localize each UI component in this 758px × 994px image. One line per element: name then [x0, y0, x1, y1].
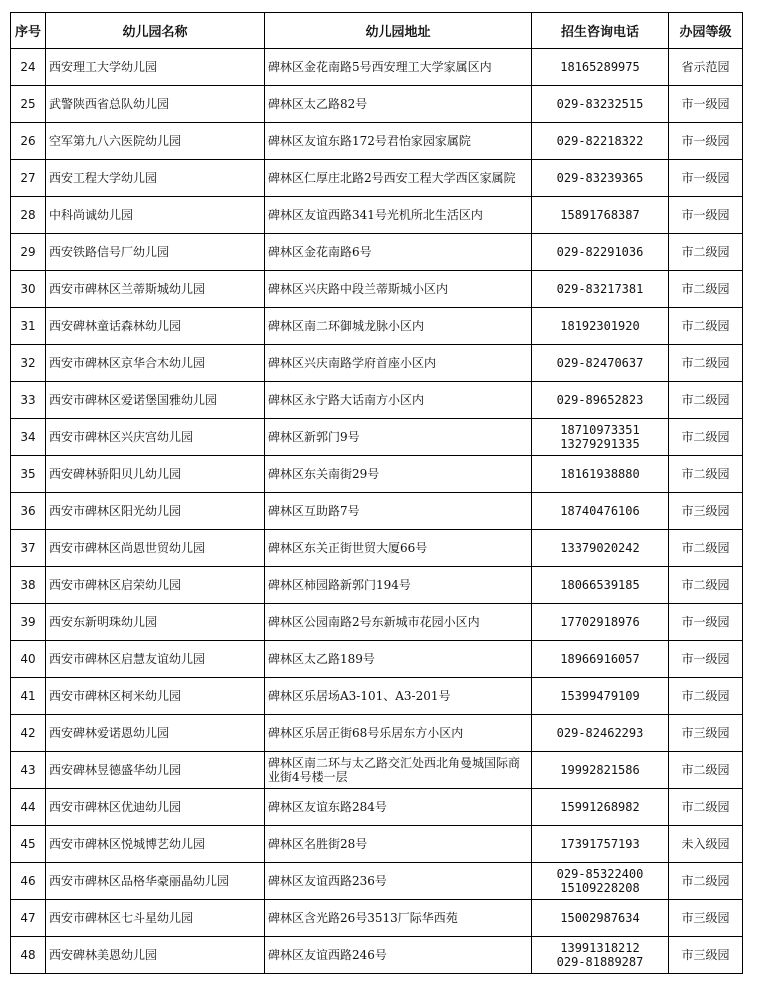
phone-number: 19992821586 — [560, 763, 640, 777]
kindergarten-address: 碑林区友谊东路284号 — [265, 789, 532, 826]
kindergarten-level: 市二级园 — [669, 678, 743, 715]
table-row — [11, 123, 743, 160]
table-row — [11, 937, 743, 974]
phone-cell — [532, 456, 669, 493]
kindergarten-name: 西安市碑林区七斗星幼儿园 — [46, 900, 265, 937]
table-body — [11, 49, 743, 974]
phone-cell — [532, 234, 669, 271]
row-number: 30 — [11, 271, 46, 308]
kindergarten-level: 市二级园 — [669, 863, 743, 900]
table-row — [11, 567, 743, 604]
table-row — [11, 604, 743, 641]
kindergarten-address: 碑林区永宁路大话南方小区内 — [265, 382, 532, 419]
kindergarten-name: 西安东新明珠幼儿园 — [46, 604, 265, 641]
header-name: 幼儿园名称 — [46, 13, 265, 49]
phone-cell — [532, 86, 669, 123]
header-no: 序号 — [11, 13, 46, 49]
kindergarten-level: 市一级园 — [669, 123, 743, 160]
kindergarten-address: 碑林区金花南路6号 — [265, 234, 532, 271]
kindergarten-level: 市二级园 — [669, 789, 743, 826]
kindergarten-address: 碑林区友谊西路246号 — [265, 937, 532, 974]
phone-cell — [532, 530, 669, 567]
phone-number: 17702918976 — [560, 615, 640, 629]
row-number: 38 — [11, 567, 46, 604]
table-row — [11, 493, 743, 530]
row-number: 45 — [11, 826, 46, 863]
kindergarten-level: 市一级园 — [669, 604, 743, 641]
phone-number: 15399479109 — [560, 689, 640, 703]
phone-number: 18165289975 — [560, 60, 640, 74]
kindergarten-name: 西安市碑林区启荣幼儿园 — [46, 567, 265, 604]
phone-number: 029-82291036 — [556, 245, 644, 259]
kindergarten-address: 碑林区金花南路5号西安理工大学家属区内 — [265, 49, 532, 86]
kindergarten-level: 市三级园 — [669, 937, 743, 974]
phone-cell — [532, 900, 669, 937]
kindergarten-name: 西安市碑林区悦城博艺幼儿园 — [46, 826, 265, 863]
kindergarten-address: 碑林区互助路7号 — [265, 493, 532, 530]
row-number: 26 — [11, 123, 46, 160]
phone-cell — [532, 678, 669, 715]
kindergarten-level: 市二级园 — [669, 308, 743, 345]
table-row — [11, 308, 743, 345]
phone-cell — [532, 308, 669, 345]
header-address: 幼儿园地址 — [265, 13, 532, 49]
row-number: 39 — [11, 604, 46, 641]
phone-number: 029-85322400 — [556, 867, 644, 881]
phone-cell — [532, 493, 669, 530]
table-row — [11, 382, 743, 419]
header-level: 办园等级 — [669, 13, 743, 49]
kindergarten-name: 西安碑林童话森林幼儿园 — [46, 308, 265, 345]
kindergarten-level: 市一级园 — [669, 160, 743, 197]
row-number: 34 — [11, 419, 46, 456]
phone-cell — [532, 752, 669, 789]
row-number: 41 — [11, 678, 46, 715]
kindergarten-name: 西安市碑林区品格华豪丽晶幼儿园 — [46, 863, 265, 900]
header-phone: 招生咨询电话 — [532, 13, 669, 49]
kindergarten-name: 西安市碑林区优迪幼儿园 — [46, 789, 265, 826]
kindergarten-name: 西安市碑林区柯米幼儿园 — [46, 678, 265, 715]
phone-number: 15891768387 — [560, 208, 640, 222]
table-row — [11, 456, 743, 493]
phone-cell — [532, 160, 669, 197]
row-number: 37 — [11, 530, 46, 567]
kindergarten-address: 碑林区东关正街世贸大厦66号 — [265, 530, 532, 567]
phone-number: 029-83239365 — [556, 171, 644, 185]
kindergarten-level: 市二级园 — [669, 345, 743, 382]
kindergarten-name: 西安碑林美恩幼儿园 — [46, 937, 265, 974]
phone-number: 029-83217381 — [556, 282, 644, 296]
kindergarten-level: 市三级园 — [669, 493, 743, 530]
phone-cell — [532, 345, 669, 382]
row-number: 43 — [11, 752, 46, 789]
kindergarten-name: 西安碑林昱德盛华幼儿园 — [46, 752, 265, 789]
kindergarten-level: 市二级园 — [669, 419, 743, 456]
row-number: 32 — [11, 345, 46, 382]
phone-number: 18192301920 — [560, 319, 640, 333]
kindergarten-address: 碑林区南二环御城龙脉小区内 — [265, 308, 532, 345]
phone-cell — [532, 123, 669, 160]
phone-number: 17391757193 — [560, 837, 640, 851]
row-number: 24 — [11, 49, 46, 86]
kindergarten-name: 西安理工大学幼儿园 — [46, 49, 265, 86]
kindergarten-address: 碑林区友谊东路172号君怡家园家属院 — [265, 123, 532, 160]
kindergarten-name: 武警陕西省总队幼儿园 — [46, 86, 265, 123]
phone-cell — [532, 49, 669, 86]
kindergarten-name: 西安市碑林区京华合木幼儿园 — [46, 345, 265, 382]
kindergarten-level: 市一级园 — [669, 86, 743, 123]
row-number: 29 — [11, 234, 46, 271]
phone-cell — [532, 604, 669, 641]
phone-number: 15002987634 — [560, 911, 640, 925]
table-row — [11, 826, 743, 863]
table-row — [11, 234, 743, 271]
phone-number: 15991268982 — [560, 800, 640, 814]
row-number: 40 — [11, 641, 46, 678]
kindergarten-level: 市一级园 — [669, 197, 743, 234]
row-number: 46 — [11, 863, 46, 900]
kindergarten-name: 西安市碑林区阳光幼儿园 — [46, 493, 265, 530]
kindergarten-name: 中科尚诚幼儿园 — [46, 197, 265, 234]
table-row — [11, 530, 743, 567]
table-row — [11, 271, 743, 308]
kindergarten-address: 碑林区乐居场A3-101、A3-201号 — [265, 678, 532, 715]
kindergarten-name: 西安碑林爱诺恩幼儿园 — [46, 715, 265, 752]
table-row — [11, 49, 743, 86]
table-row — [11, 197, 743, 234]
table-row — [11, 160, 743, 197]
kindergarten-level: 市二级园 — [669, 530, 743, 567]
phone-number: 15109228208 — [560, 881, 640, 895]
kindergarten-address: 碑林区友谊西路341号光机所北生活区内 — [265, 197, 532, 234]
kindergarten-address: 碑林区兴庆路中段兰蒂斯城小区内 — [265, 271, 532, 308]
kindergarten-address: 碑林区友谊西路236号 — [265, 863, 532, 900]
phone-cell — [532, 382, 669, 419]
kindergarten-level: 省示范园 — [669, 49, 743, 86]
kindergarten-address: 碑林区太乙路189号 — [265, 641, 532, 678]
kindergarten-level: 市三级园 — [669, 900, 743, 937]
phone-cell — [532, 826, 669, 863]
phone-cell — [532, 197, 669, 234]
kindergarten-address: 碑林区新郭门9号 — [265, 419, 532, 456]
kindergarten-address: 碑林区南二环与太乙路交汇处西北角曼城国际商业街4号楼一层 — [265, 752, 532, 789]
kindergarten-name: 西安市碑林区兰蒂斯城幼儿园 — [46, 271, 265, 308]
table-row — [11, 641, 743, 678]
row-number: 36 — [11, 493, 46, 530]
phone-cell — [532, 789, 669, 826]
phone-number: 029-82462293 — [556, 726, 644, 740]
kindergarten-level: 未入级园 — [669, 826, 743, 863]
kindergarten-name: 西安市碑林区兴庆宫幼儿园 — [46, 419, 265, 456]
row-number: 33 — [11, 382, 46, 419]
kindergarten-address: 碑林区兴庆南路学府首座小区内 — [265, 345, 532, 382]
phone-cell — [532, 937, 669, 974]
phone-number: 18066539185 — [560, 578, 640, 592]
header-row — [11, 13, 743, 49]
phone-number: 18710973351 — [560, 423, 640, 437]
kindergarten-level: 市二级园 — [669, 271, 743, 308]
row-number: 31 — [11, 308, 46, 345]
phone-number: 18161938880 — [560, 467, 640, 481]
kindergarten-address: 碑林区太乙路82号 — [265, 86, 532, 123]
kindergarten-level: 市二级园 — [669, 234, 743, 271]
kindergarten-address: 碑林区柿园路新郭门194号 — [265, 567, 532, 604]
kindergarten-name: 西安市碑林区启慧友谊幼儿园 — [46, 641, 265, 678]
row-number: 44 — [11, 789, 46, 826]
phone-cell — [532, 567, 669, 604]
table-row — [11, 752, 743, 789]
table-row — [11, 789, 743, 826]
kindergarten-name: 西安铁路信号厂幼儿园 — [46, 234, 265, 271]
phone-cell — [532, 271, 669, 308]
kindergarten-address: 碑林区仁厚庄北路2号西安工程大学西区家属院 — [265, 160, 532, 197]
kindergarten-table — [10, 12, 743, 974]
phone-number: 029-89652823 — [556, 393, 644, 407]
table-row — [11, 863, 743, 900]
row-number: 28 — [11, 197, 46, 234]
table-row — [11, 715, 743, 752]
kindergarten-level: 市二级园 — [669, 456, 743, 493]
kindergarten-name: 西安市碑林区尚恩世贸幼儿园 — [46, 530, 265, 567]
phone-number: 13279291335 — [560, 437, 640, 451]
phone-number: 029-81889287 — [556, 955, 644, 969]
kindergarten-level: 市二级园 — [669, 752, 743, 789]
row-number: 42 — [11, 715, 46, 752]
table-row — [11, 678, 743, 715]
kindergarten-level: 市二级园 — [669, 567, 743, 604]
phone-cell — [532, 641, 669, 678]
phone-number: 029-83232515 — [556, 97, 644, 111]
row-number: 47 — [11, 900, 46, 937]
phone-cell — [532, 419, 669, 456]
kindergarten-address: 碑林区东关南街29号 — [265, 456, 532, 493]
phone-number: 029-82470637 — [556, 356, 644, 370]
phone-number: 18966916057 — [560, 652, 640, 666]
table-row — [11, 900, 743, 937]
kindergarten-level: 市二级园 — [669, 382, 743, 419]
table-row — [11, 345, 743, 382]
table-row — [11, 419, 743, 456]
kindergarten-name: 空军第九八六医院幼儿园 — [46, 123, 265, 160]
kindergarten-name: 西安碑林骄阳贝儿幼儿园 — [46, 456, 265, 493]
table-row — [11, 86, 743, 123]
phone-number: 13991318212 — [560, 941, 640, 955]
phone-number: 029-82218322 — [556, 134, 644, 148]
row-number: 27 — [11, 160, 46, 197]
row-number: 25 — [11, 86, 46, 123]
kindergarten-level: 市一级园 — [669, 641, 743, 678]
phone-number: 13379020242 — [560, 541, 640, 555]
row-number: 48 — [11, 937, 46, 974]
phone-cell — [532, 863, 669, 900]
kindergarten-level: 市三级园 — [669, 715, 743, 752]
kindergarten-name: 西安工程大学幼儿园 — [46, 160, 265, 197]
kindergarten-address: 碑林区含光路26号3513厂际华西苑 — [265, 900, 532, 937]
row-number: 35 — [11, 456, 46, 493]
kindergarten-address: 碑林区公园南路2号东新城市花园小区内 — [265, 604, 532, 641]
phone-number: 18740476106 — [560, 504, 640, 518]
kindergarten-address: 碑林区乐居正街68号乐居东方小区内 — [265, 715, 532, 752]
kindergarten-address: 碑林区名胜街28号 — [265, 826, 532, 863]
phone-cell — [532, 715, 669, 752]
kindergarten-name: 西安市碑林区爱诺堡国雅幼儿园 — [46, 382, 265, 419]
